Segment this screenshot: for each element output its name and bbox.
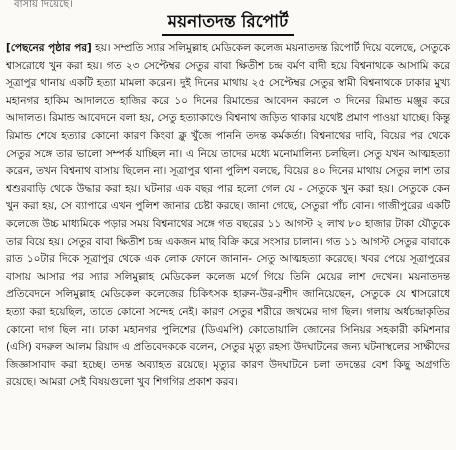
article-text: হয়। সম্প্রতি স্যার সলিমুল্লাহ মেডিকেল কলেজ ময়নাতদন্ত রিপোর্ট দিয়ে বলেছে, সেতুকে শ্বাসরোধে খুন করা হয়। গত ২৩ সেপ্টেম্বর সেতুর বাবা ক্ষিতীশ চন্দ্র বর্মণ বাদী হয়ে বিশ্বনাথকে আসামি করে সূত্রাপুর থানায় একটি হত্যা মামলা করেন। দুই দিনের মাথায় ২৫ সেপ্টেম্বর সেতুর স্বামী বিশ্বনাথকে ঢাকার মুখ্য মহানগর হাকিম আদালতে হাজির করে ১০ দিনের রিমান্ডের আবেদন করলে ৩ দিনের রিমান্ড মঞ্জুর করে আদালত। রিমান্ড আবেদনে বলা হয়, সেতু হত্যাকাণ্ডে বিশ্বনাথ জড়িত থাকার যথেষ্ট প্রমাণ পাওয়া যাচ্ছে। কিন্তু রিমান্ড শেষে হত্যার কোনো কারণ কিংবা ক্লু খুঁজে পাননি তদন্ত কর্মকর্তা। বিশ্বনাথের দাবি, বিয়ের পর থেকে সেতুর সঙ্গে তার ভালো সম্পর্ক যাচ্ছিল না। এ নিয়ে তাদের মধ্যে মনোমালিন্য চলছিল। সেতু যখন আত্মহত্যা করেন, তখন বিশ্বনাথ বাসায় ছিলেন না। সূত্রাপুর থানা পুলিশ বলছে, বিয়ের ৪০ দিনের মাথায় সেতুর লাশ তার শ্বশুরবাড়ি থেকে উদ্ধার করা হয়। ঘটনার এক বছর পার হলো গেল যে - সেতুকে খুন করা হয়। সেতুকে কেন খুন করা হয়, সে ব্যাপারে এখন পুলিশ জানার চেষ্টা করছে। জানা গেছে, সেতুরা পাঁচ বোন। গাজীপুরের একটি কলেজে উচ্চ মাধ্যমিকে পড়ার সময় বিশ্বনাথের সঙ্গে গত বছরের ১১ আগস্ট ২ লাখ ৮০ হাজার টাকা যৌতুকে তার বিয়ে হয়। সেতুর বাবা ক্ষিতীশ চন্দ্র একজন মাছ বিক্রি করে সংসার চালান। গত ১১ আগস্ট সেতুর বাবাকে রাত ১০টার দিকে সূত্রাপুর থেকে এক লোক ফোনে জানান- সেতু আত্মহত্যা করেছে। খবর পেয়ে সূত্রাপুরের বাসায় আসার পর স্যার সলিমুল্লাহ মেডিকেল কলেজ মর্গে গিয়ে তিনি মেয়ের লাশ দেখেন। ময়নাতদন্ত প্রতিবেদনে সলিমুল্লাহ মেডিকেল কলেজের চিকিৎসক হারুন-উর-রশীদ জানিয়েছেন, সেতুকে যে শ্বাসরোধে হত্যা করা হয়েছিল, তাতে কোনো সন্দেহ নেই। কারণ সেতুর শরীরে জখমের দাগ ছিল। গলায় অর্ধচন্দ্রাকৃতির কোনো দাগ ছিল না। ঢাকা মহানগর পুলিশের (ডিএমপি) কোতোয়ালি জোনের সিনিয়র সহকারী কমিশনার (এসি) বদরুল আলম রিয়াদ এ প্রতিবেদককে বলেন, সেতুর মৃত্যু রহস্য উদঘাটনের জন্য ঘটনাস্থলের সাক্ষীদের জিজ্ঞাসাবাদ করা হচ্ছে। তদন্ত অব্যাহত রয়েছে। মৃত্যুর কারণ উদঘাটনে চলা তদন্তের বেশ কিছু অগ্রগতি রয়েছে। আমরা সেই বিষয়গুলো খুব শিগগির প্রকাশ করব। <box>6 42 450 389</box>
headline: ময়নাতদন্ত রিপোর্ট <box>162 10 295 36</box>
clipped-previous-text: বাসায় দিয়েছে। <box>14 0 73 10</box>
article-body <box>6 40 450 444</box>
headline-wrapper <box>0 10 456 36</box>
continued-from-label: [পেছনের পৃষ্ঠার পর] <box>6 42 92 54</box>
